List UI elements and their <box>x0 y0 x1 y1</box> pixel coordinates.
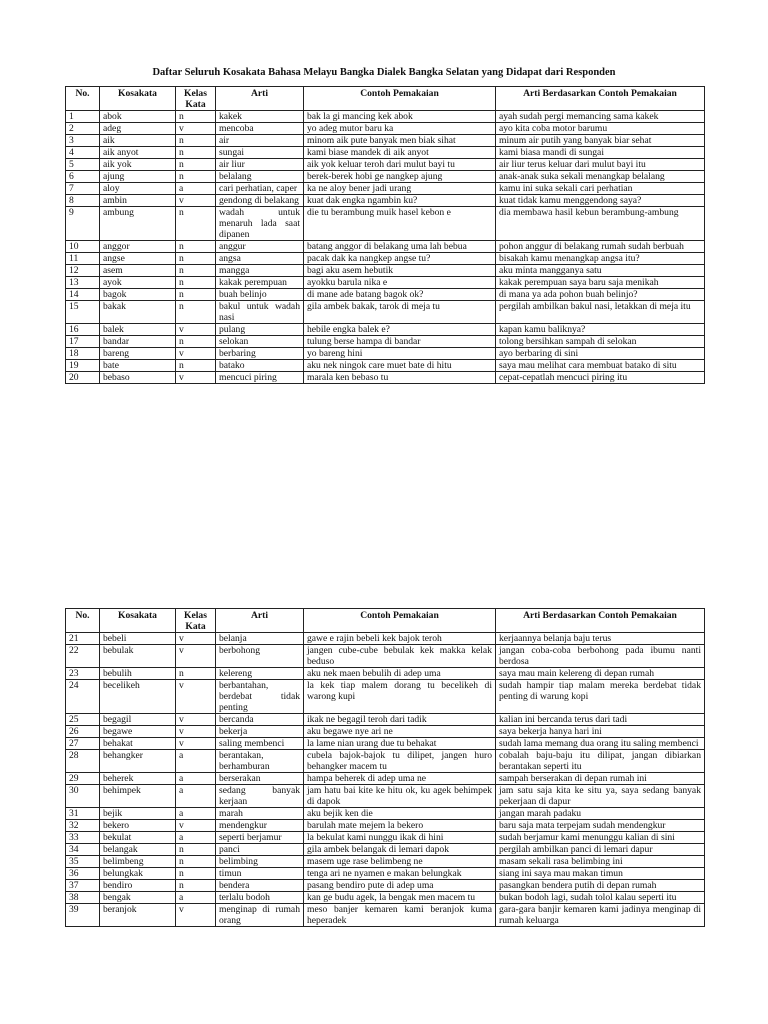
cell-arti: bercanda <box>216 714 304 726</box>
cell-contoh-pemakaian: marala ken bebaso tu <box>304 372 496 384</box>
table-row <box>66 123 705 135</box>
table-row <box>66 348 705 360</box>
cell-kelas-kata: v <box>176 633 216 645</box>
cell-arti: terlalu bodoh <box>216 892 304 904</box>
cell-no: 36 <box>66 868 100 880</box>
cell-kosakata: aik yok <box>100 159 176 171</box>
table-row <box>66 680 705 714</box>
cell-arti-contoh: aku minta mangganya satu <box>496 265 705 277</box>
table-row <box>66 832 705 844</box>
cell-no: 13 <box>66 277 100 289</box>
cell-arti-contoh: kerjaannya belanja baju terus <box>496 633 705 645</box>
cell-arti-contoh: bisakah kamu menangkap angsa itu? <box>496 253 705 265</box>
table-row <box>66 111 705 123</box>
cell-no: 4 <box>66 147 100 159</box>
cell-kelas-kata: v <box>176 820 216 832</box>
cell-kosakata: behakat <box>100 738 176 750</box>
cell-contoh-pemakaian: di mane ade batang bagok ok? <box>304 289 496 301</box>
header-contoh-pemakaian: Contoh Pemakaian <box>304 87 496 111</box>
cell-arti: kakek <box>216 111 304 123</box>
cell-kosakata: bebulih <box>100 668 176 680</box>
cell-contoh-pemakaian: gila ambek belangak di lemari dapok <box>304 844 496 856</box>
cell-contoh-pemakaian: pacak dak ka nangkep angse tu? <box>304 253 496 265</box>
cell-kosakata: aik <box>100 135 176 147</box>
table-header-row <box>66 87 705 111</box>
cell-kelas-kata: n <box>176 336 216 348</box>
cell-kelas-kata: n <box>176 844 216 856</box>
header-kosakata: Kosakata <box>100 87 176 111</box>
cell-kelas-kata: n <box>176 111 216 123</box>
cell-contoh-pemakaian: tulung berse hampa di bandar <box>304 336 496 348</box>
cell-kelas-kata: v <box>176 324 216 336</box>
cell-kelas-kata: v <box>176 680 216 714</box>
cell-kosakata: bakak <box>100 301 176 324</box>
cell-contoh-pemakaian: aku nek ningok care muet bate di hitu <box>304 360 496 372</box>
cell-no: 30 <box>66 785 100 808</box>
cell-no: 32 <box>66 820 100 832</box>
cell-arti-contoh: saya mau main kelereng di depan rumah <box>496 668 705 680</box>
cell-kosakata: beranjok <box>100 904 176 927</box>
cell-arti: belalang <box>216 171 304 183</box>
cell-contoh-pemakaian: ka ne aloy bener jadi urang <box>304 183 496 195</box>
cell-arti: wadah untuk menaruh lada saat dipanen <box>216 207 304 241</box>
table-row <box>66 207 705 241</box>
table-row <box>66 360 705 372</box>
cell-contoh-pemakaian: cubela bajok-bajok tu dilipet, jangen huro behangker macem tu <box>304 750 496 773</box>
table-row <box>66 844 705 856</box>
table-row <box>66 892 705 904</box>
cell-arti-contoh: ayo berbaring di sini <box>496 348 705 360</box>
cell-arti-contoh: minum air putih yang banyak biar sehat <box>496 135 705 147</box>
table-row <box>66 372 705 384</box>
cell-no: 23 <box>66 668 100 680</box>
cell-arti: sedang banyak kerjaan <box>216 785 304 808</box>
header-no: No. <box>66 609 100 633</box>
cell-no: 7 <box>66 183 100 195</box>
cell-contoh-pemakaian: la lame nian urang due tu behakat <box>304 738 496 750</box>
cell-contoh-pemakaian: meso banjer kemaren kami beranjok kuma heperadek <box>304 904 496 927</box>
cell-arti: cari perhatian, caper <box>216 183 304 195</box>
cell-arti-contoh: jangan coba-coba berbohong pada ibumu nanti berdosa <box>496 645 705 668</box>
table-row <box>66 159 705 171</box>
cell-contoh-pemakaian: la bekulat kami nunggu ikak di hini <box>304 832 496 844</box>
cell-arti: berserakan <box>216 773 304 785</box>
header-arti: Arti <box>216 87 304 111</box>
header-kelas-kata: Kelas Kata <box>176 609 216 633</box>
cell-kosakata: becelikeh <box>100 680 176 714</box>
cell-kelas-kata: v <box>176 123 216 135</box>
cell-contoh-pemakaian: aku begawe nye ari ne <box>304 726 496 738</box>
table-row <box>66 183 705 195</box>
table-body <box>66 111 705 384</box>
header-arti: Arti <box>216 609 304 633</box>
cell-arti: timun <box>216 868 304 880</box>
cell-arti-contoh: kalian ini bercanda terus dari tadi <box>496 714 705 726</box>
table-row <box>66 633 705 645</box>
cell-kelas-kata: n <box>176 668 216 680</box>
cell-kosakata: bagok <box>100 289 176 301</box>
cell-kosakata: bendiro <box>100 880 176 892</box>
table-row <box>66 726 705 738</box>
cell-kelas-kata: v <box>176 714 216 726</box>
cell-arti: bendera <box>216 880 304 892</box>
cell-contoh-pemakaian: batang anggor di belakang uma lah bebua <box>304 241 496 253</box>
cell-contoh-pemakaian: bak la gi mancing kek abok <box>304 111 496 123</box>
cell-no: 29 <box>66 773 100 785</box>
cell-kosakata: begawe <box>100 726 176 738</box>
cell-kosakata: aik anyot <box>100 147 176 159</box>
cell-arti-contoh: kakak perempuan saya baru saja menikah <box>496 277 705 289</box>
cell-arti-contoh: kapan kamu baliknya? <box>496 324 705 336</box>
table-row <box>66 808 705 820</box>
cell-arti: air liur <box>216 159 304 171</box>
cell-kosakata: behimpek <box>100 785 176 808</box>
header-arti-contoh: Arti Berdasarkan Contoh Pemakaian <box>496 87 705 111</box>
cell-kelas-kata: a <box>176 785 216 808</box>
cell-contoh-pemakaian: tenga ari ne nyamen e makan belungkak <box>304 868 496 880</box>
cell-arti: sungai <box>216 147 304 159</box>
cell-no: 6 <box>66 171 100 183</box>
cell-kelas-kata: n <box>176 207 216 241</box>
cell-arti: pulang <box>216 324 304 336</box>
cell-arti: berbohong <box>216 645 304 668</box>
table-row <box>66 820 705 832</box>
cell-arti-contoh: baru saja mata terpejam sudah mendengkur <box>496 820 705 832</box>
cell-kelas-kata: n <box>176 253 216 265</box>
cell-arti: belimbing <box>216 856 304 868</box>
vocabulary-table-1 <box>65 86 705 384</box>
cell-kelas-kata: n <box>176 856 216 868</box>
cell-no: 9 <box>66 207 100 241</box>
cell-kelas-kata: n <box>176 147 216 159</box>
cell-contoh-pemakaian: die tu berambung muik hasel kebon e <box>304 207 496 241</box>
cell-no: 28 <box>66 750 100 773</box>
cell-kosakata: balek <box>100 324 176 336</box>
vocabulary-table-2 <box>65 608 705 927</box>
cell-arti-contoh: pergilah ambilkan panci di lemari dapur <box>496 844 705 856</box>
cell-arti: air <box>216 135 304 147</box>
cell-arti: bakul untuk wadah nasi <box>216 301 304 324</box>
cell-kosakata: begagil <box>100 714 176 726</box>
cell-no: 20 <box>66 372 100 384</box>
cell-arti-contoh: masam sekali rasa belimbing ini <box>496 856 705 868</box>
table-row <box>66 738 705 750</box>
cell-no: 22 <box>66 645 100 668</box>
table-row <box>66 253 705 265</box>
cell-arti-contoh: kamu ini suka sekali cari perhatian <box>496 183 705 195</box>
cell-kosakata: belimbeng <box>100 856 176 868</box>
cell-arti-contoh: dia membawa hasil kebun berambung-ambung <box>496 207 705 241</box>
cell-kelas-kata: n <box>176 265 216 277</box>
header-kelas-kata: Kelas Kata <box>176 87 216 111</box>
cell-no: 24 <box>66 680 100 714</box>
table-row <box>66 195 705 207</box>
cell-no: 12 <box>66 265 100 277</box>
cell-arti-contoh: bukan bodoh lagi, sudah tolol kalau seperti itu <box>496 892 705 904</box>
cell-arti: marah <box>216 808 304 820</box>
cell-arti: belanja <box>216 633 304 645</box>
cell-kosakata: bebulak <box>100 645 176 668</box>
cell-arti: berbaring <box>216 348 304 360</box>
cell-contoh-pemakaian: pasang bendiro pute di adep uma <box>304 880 496 892</box>
table-row <box>66 147 705 159</box>
cell-kelas-kata: v <box>176 726 216 738</box>
cell-kosakata: ayok <box>100 277 176 289</box>
cell-kosakata: bengak <box>100 892 176 904</box>
cell-arti-contoh: saya mau melihat cara membuat batako di situ <box>496 360 705 372</box>
cell-contoh-pemakaian: gila ambek bakak, tarok di meja tu <box>304 301 496 324</box>
cell-kelas-kata: n <box>176 277 216 289</box>
cell-contoh-pemakaian: hebile engka balek e? <box>304 324 496 336</box>
cell-kelas-kata: n <box>176 171 216 183</box>
cell-no: 27 <box>66 738 100 750</box>
cell-kelas-kata: n <box>176 241 216 253</box>
cell-arti: menginap di rumah orang <box>216 904 304 927</box>
cell-kosakata: angse <box>100 253 176 265</box>
cell-contoh-pemakaian: kan ge budu agek, la bengak men macem tu <box>304 892 496 904</box>
cell-kosakata: ajung <box>100 171 176 183</box>
cell-kosakata: behangker <box>100 750 176 773</box>
cell-arti: mencuci piring <box>216 372 304 384</box>
cell-kelas-kata: v <box>176 904 216 927</box>
cell-kosakata: ambin <box>100 195 176 207</box>
table-header-row <box>66 609 705 633</box>
table-row <box>66 868 705 880</box>
cell-kelas-kata: v <box>176 372 216 384</box>
cell-kelas-kata: a <box>176 808 216 820</box>
cell-arti-contoh: gara-gara banjir kemaren kami jadinya menginap di rumah keluarga <box>496 904 705 927</box>
cell-kosakata: aloy <box>100 183 176 195</box>
cell-arti-contoh: kami biasa mandi di sungai <box>496 147 705 159</box>
cell-kelas-kata: a <box>176 183 216 195</box>
cell-arti: bekerja <box>216 726 304 738</box>
cell-contoh-pemakaian: masem uge rase belimbeng ne <box>304 856 496 868</box>
cell-kosakata: bejik <box>100 808 176 820</box>
cell-kelas-kata: v <box>176 195 216 207</box>
cell-contoh-pemakaian: bagi aku asem hebutik <box>304 265 496 277</box>
cell-contoh-pemakaian: hampa beherek di adep uma ne <box>304 773 496 785</box>
cell-arti-contoh: tolong bersihkan sampah di selokan <box>496 336 705 348</box>
table-row <box>66 856 705 868</box>
header-kosakata: Kosakata <box>100 609 176 633</box>
cell-kosakata: bekero <box>100 820 176 832</box>
cell-contoh-pemakaian: aku bejik ken die <box>304 808 496 820</box>
cell-contoh-pemakaian: jangen cube-cube bebulak kek makka kelak beduso <box>304 645 496 668</box>
cell-no: 33 <box>66 832 100 844</box>
table-row <box>66 714 705 726</box>
cell-no: 14 <box>66 289 100 301</box>
cell-contoh-pemakaian: yo adeg mutor baru ka <box>304 123 496 135</box>
cell-no: 34 <box>66 844 100 856</box>
cell-arti-contoh: jangan marah padaku <box>496 808 705 820</box>
cell-kosakata: bebeli <box>100 633 176 645</box>
cell-contoh-pemakaian: ikak ne begagil teroh dari tadik <box>304 714 496 726</box>
table-row <box>66 289 705 301</box>
cell-arti-contoh: pergilah ambilkan bakul nasi, letakkan di meja itu <box>496 301 705 324</box>
cell-contoh-pemakaian: aik yok keluar teroh dari mulut bayi tu <box>304 159 496 171</box>
cell-no: 39 <box>66 904 100 927</box>
table-row <box>66 301 705 324</box>
cell-kosakata: anggor <box>100 241 176 253</box>
cell-arti-contoh: pohon anggur di belakang rumah sudah berbuah <box>496 241 705 253</box>
table-row <box>66 265 705 277</box>
cell-kosakata: ambung <box>100 207 176 241</box>
cell-arti: mendengkur <box>216 820 304 832</box>
cell-kelas-kata: a <box>176 892 216 904</box>
cell-kosakata: bate <box>100 360 176 372</box>
cell-kelas-kata: n <box>176 880 216 892</box>
cell-kelas-kata: n <box>176 289 216 301</box>
cell-no: 10 <box>66 241 100 253</box>
cell-no: 8 <box>66 195 100 207</box>
cell-no: 35 <box>66 856 100 868</box>
cell-kelas-kata: n <box>176 301 216 324</box>
cell-kelas-kata: a <box>176 773 216 785</box>
cell-kelas-kata: a <box>176 750 216 773</box>
cell-arti-contoh: cepat-cepatlah mencuci piring itu <box>496 372 705 384</box>
cell-kosakata: belungkak <box>100 868 176 880</box>
cell-arti: kelereng <box>216 668 304 680</box>
cell-arti-contoh: jam satu saja kita ke situ ya, saya sedang banyak pekerjaan di dapur <box>496 785 705 808</box>
table-row <box>66 668 705 680</box>
cell-arti: selokan <box>216 336 304 348</box>
cell-kelas-kata: n <box>176 159 216 171</box>
cell-arti: batako <box>216 360 304 372</box>
table-row <box>66 880 705 892</box>
cell-contoh-pemakaian: aku nek maen bebulih di adep uma <box>304 668 496 680</box>
cell-arti-contoh: siang ini saya mau makan timun <box>496 868 705 880</box>
table-row <box>66 773 705 785</box>
cell-kosakata: adeg <box>100 123 176 135</box>
cell-no: 5 <box>66 159 100 171</box>
cell-contoh-pemakaian: kuat dak engka ngambin ku? <box>304 195 496 207</box>
cell-kosakata: bekulat <box>100 832 176 844</box>
cell-arti: angsa <box>216 253 304 265</box>
cell-contoh-pemakaian: minom aik pute banyak men biak sihat <box>304 135 496 147</box>
cell-contoh-pemakaian: la kek tiap malem dorang tu becelikeh di warong kupi <box>304 680 496 714</box>
cell-kosakata: asem <box>100 265 176 277</box>
cell-contoh-pemakaian: ayokku barula nika e <box>304 277 496 289</box>
cell-arti: gendong di belakang <box>216 195 304 207</box>
cell-no: 1 <box>66 111 100 123</box>
cell-kosakata: bandar <box>100 336 176 348</box>
cell-no: 31 <box>66 808 100 820</box>
cell-kelas-kata: a <box>176 832 216 844</box>
table-row <box>66 785 705 808</box>
cell-no: 38 <box>66 892 100 904</box>
cell-kelas-kata: n <box>176 135 216 147</box>
cell-arti-contoh: kuat tidak kamu menggendong saya? <box>496 195 705 207</box>
table-row <box>66 904 705 927</box>
cell-contoh-pemakaian: berek-berek hobi ge nangkep ajung <box>304 171 496 183</box>
table-row <box>66 750 705 773</box>
cell-arti-contoh: air liur terus keluar dari mulut bayi itu <box>496 159 705 171</box>
cell-arti-contoh: sudah berjamur kami menunggu kalian di sini <box>496 832 705 844</box>
header-no: No. <box>66 87 100 111</box>
table-row <box>66 324 705 336</box>
table-row <box>66 645 705 668</box>
cell-arti: mangga <box>216 265 304 277</box>
cell-kelas-kata: v <box>176 645 216 668</box>
cell-arti: saling membenci <box>216 738 304 750</box>
table-row <box>66 277 705 289</box>
cell-kosakata: bebaso <box>100 372 176 384</box>
cell-arti-contoh: saya bekerja hanya hari ini <box>496 726 705 738</box>
cell-no: 25 <box>66 714 100 726</box>
cell-kelas-kata: n <box>176 868 216 880</box>
cell-arti-contoh: ayah sudah pergi memancing sama kakek <box>496 111 705 123</box>
cell-arti: buah belinjo <box>216 289 304 301</box>
cell-arti-contoh: ayo kita coba motor barumu <box>496 123 705 135</box>
cell-no: 37 <box>66 880 100 892</box>
cell-kosakata: abok <box>100 111 176 123</box>
cell-contoh-pemakaian: yo bareng hini <box>304 348 496 360</box>
cell-no: 11 <box>66 253 100 265</box>
cell-no: 16 <box>66 324 100 336</box>
cell-arti-contoh: sampah berserakan di depan rumah ini <box>496 773 705 785</box>
table-row <box>66 135 705 147</box>
table-body <box>66 633 705 927</box>
cell-arti-contoh: cobalah baju-baju itu dilipat, jangan dibiarkan berantakan seperti itu <box>496 750 705 773</box>
cell-arti-contoh: sudah hampir tiap malam mereka berdebat tidak penting di warung kopi <box>496 680 705 714</box>
cell-kelas-kata: v <box>176 348 216 360</box>
cell-arti: seperti berjamur <box>216 832 304 844</box>
table-row <box>66 336 705 348</box>
table-row <box>66 171 705 183</box>
table-row <box>66 241 705 253</box>
cell-arti: panci <box>216 844 304 856</box>
cell-arti-contoh: pasangkan bendera putih di depan rumah <box>496 880 705 892</box>
cell-arti-contoh: anak-anak suka sekali menangkap belalang <box>496 171 705 183</box>
cell-contoh-pemakaian: gawe e rajin bebeli kek bajok teroh <box>304 633 496 645</box>
cell-arti: mencoba <box>216 123 304 135</box>
cell-kelas-kata: n <box>176 360 216 372</box>
cell-kelas-kata: v <box>176 738 216 750</box>
cell-contoh-pemakaian: kami biase mandek di aik anyot <box>304 147 496 159</box>
cell-no: 15 <box>66 301 100 324</box>
cell-arti: kakak perempuan <box>216 277 304 289</box>
cell-kosakata: belangak <box>100 844 176 856</box>
cell-kosakata: beherek <box>100 773 176 785</box>
cell-no: 26 <box>66 726 100 738</box>
cell-arti-contoh: sudah lama memang dua orang itu saling membenci <box>496 738 705 750</box>
cell-no: 21 <box>66 633 100 645</box>
cell-kosakata: bareng <box>100 348 176 360</box>
cell-no: 18 <box>66 348 100 360</box>
cell-arti: berantakan, berhamburan <box>216 750 304 773</box>
header-contoh-pemakaian: Contoh Pemakaian <box>304 609 496 633</box>
cell-no: 2 <box>66 123 100 135</box>
cell-arti: anggur <box>216 241 304 253</box>
cell-no: 19 <box>66 360 100 372</box>
cell-contoh-pemakaian: barulah mate mejem la bekero <box>304 820 496 832</box>
document-title: Daftar Seluruh Kosakata Bahasa Melayu Bangka Dialek Bangka Selatan yang Didapat dari Responden <box>152 67 616 78</box>
cell-no: 17 <box>66 336 100 348</box>
header-arti-contoh: Arti Berdasarkan Contoh Pemakaian <box>496 609 705 633</box>
cell-no: 3 <box>66 135 100 147</box>
cell-arti: berbantahan, berdebat tidak penting <box>216 680 304 714</box>
cell-contoh-pemakaian: jam hatu bai kite ke hitu ok, ku agek behimpek di dapok <box>304 785 496 808</box>
cell-arti-contoh: di mana ya ada pohon buah belinjo? <box>496 289 705 301</box>
